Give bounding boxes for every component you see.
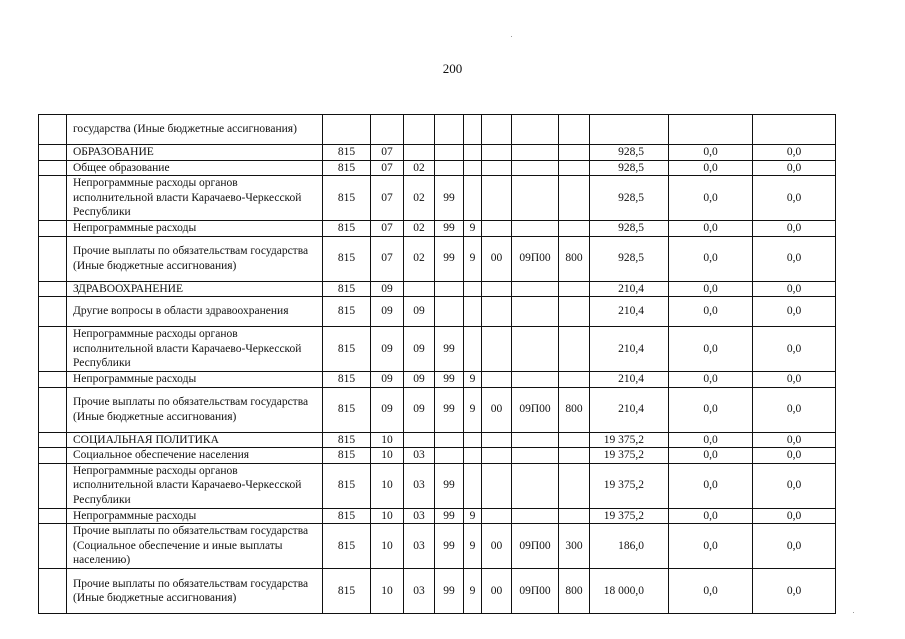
direction-code [482, 327, 512, 372]
target-code: 09П00 [512, 387, 559, 432]
grbs-code: 815 [323, 432, 371, 448]
table-row [39, 387, 836, 432]
direction-code [482, 115, 512, 145]
direction-code [482, 448, 512, 464]
amount-year-1: 19 375,2 [590, 508, 669, 524]
expense-type-code [559, 115, 590, 145]
row-number-cell [39, 236, 67, 281]
table-row [39, 372, 836, 388]
program-code: 99 [435, 221, 464, 237]
amount-year-3: 0,0 [753, 327, 836, 372]
subsection-code [404, 281, 435, 297]
subprogram-code [464, 176, 482, 221]
subprogram-code: 9 [464, 221, 482, 237]
direction-code [482, 145, 512, 161]
subsection-code [404, 115, 435, 145]
subprogram-code [464, 448, 482, 464]
program-code [435, 432, 464, 448]
amount-year-1: 210,4 [590, 387, 669, 432]
grbs-code: 815 [323, 448, 371, 464]
amount-year-2: 0,0 [669, 387, 753, 432]
row-number-cell [39, 221, 67, 237]
table-row [39, 448, 836, 464]
subsection-code: 09 [404, 297, 435, 327]
program-code: 99 [435, 236, 464, 281]
grbs-code: 815 [323, 387, 371, 432]
program-code: 99 [435, 372, 464, 388]
row-number-cell [39, 176, 67, 221]
direction-code: 00 [482, 524, 512, 569]
grbs-code: 815 [323, 236, 371, 281]
section-code [371, 115, 404, 145]
row-name: Непрограммные расходы [67, 221, 323, 237]
subsection-code [404, 432, 435, 448]
amount-year-2 [669, 115, 753, 145]
target-code [512, 176, 559, 221]
program-code: 99 [435, 176, 464, 221]
row-number-cell [39, 432, 67, 448]
amount-year-3: 0,0 [753, 508, 836, 524]
amount-year-1: 928,5 [590, 145, 669, 161]
table-row [39, 236, 836, 281]
row-name: государства (Иные бюджетные ассигнования) [67, 115, 323, 145]
amount-year-3: 0,0 [753, 432, 836, 448]
row-name: Непрограммные расходы [67, 508, 323, 524]
amount-year-2: 0,0 [669, 508, 753, 524]
subsection-code: 03 [404, 524, 435, 569]
amount-year-3: 0,0 [753, 463, 836, 508]
row-name: Прочие выплаты по обязательствам государства (Иные бюджетные ассигнования) [67, 569, 323, 614]
target-code [512, 372, 559, 388]
expense-type-code [559, 508, 590, 524]
page-number: 200 [442, 61, 463, 76]
subsection-code: 02 [404, 236, 435, 281]
subsection-code: 02 [404, 176, 435, 221]
direction-code: 00 [482, 569, 512, 614]
row-number-cell [39, 463, 67, 508]
target-code [512, 145, 559, 161]
amount-year-1: 19 375,2 [590, 448, 669, 464]
section-code: 09 [371, 297, 404, 327]
program-code [435, 281, 464, 297]
row-name: СОЦИАЛЬНАЯ ПОЛИТИКА [67, 432, 323, 448]
subprogram-code [464, 297, 482, 327]
row-name: Прочие выплаты по обязательствам государства (Иные бюджетные ассигнования) [67, 387, 323, 432]
subprogram-code: 9 [464, 236, 482, 281]
table-row [39, 569, 836, 614]
target-code [512, 327, 559, 372]
expense-type-code [559, 145, 590, 161]
target-code [512, 432, 559, 448]
table-row [39, 176, 836, 221]
row-name: Общее образование [67, 160, 323, 176]
grbs-code: 815 [323, 176, 371, 221]
direction-code [482, 281, 512, 297]
row-number-cell [39, 160, 67, 176]
amount-year-3: 0,0 [753, 145, 836, 161]
section-code: 10 [371, 524, 404, 569]
program-code: 99 [435, 524, 464, 569]
amount-year-1: 210,4 [590, 297, 669, 327]
expense-type-code [559, 297, 590, 327]
grbs-code: 815 [323, 221, 371, 237]
direction-code [482, 221, 512, 237]
expense-type-code [559, 221, 590, 237]
target-code [512, 508, 559, 524]
amount-year-2: 0,0 [669, 448, 753, 464]
expense-type-code: 300 [559, 524, 590, 569]
row-name: Непрограммные расходы органов исполнительной власти Карачаево-Черкесской Республики [67, 463, 323, 508]
program-code [435, 448, 464, 464]
subsection-code: 03 [404, 508, 435, 524]
amount-year-2: 0,0 [669, 524, 753, 569]
budget-table [38, 114, 836, 614]
table-row [39, 297, 836, 327]
subsection-code: 09 [404, 387, 435, 432]
subprogram-code: 9 [464, 508, 482, 524]
target-code: 09П00 [512, 236, 559, 281]
grbs-code: 815 [323, 327, 371, 372]
amount-year-2: 0,0 [669, 432, 753, 448]
target-code [512, 281, 559, 297]
section-code: 07 [371, 176, 404, 221]
subprogram-code [464, 160, 482, 176]
direction-code: 00 [482, 236, 512, 281]
amount-year-1: 928,5 [590, 176, 669, 221]
program-code [435, 297, 464, 327]
target-code [512, 221, 559, 237]
amount-year-3: 0,0 [753, 176, 836, 221]
subsection-code [404, 145, 435, 161]
table-row [39, 327, 836, 372]
subprogram-code [464, 281, 482, 297]
row-name: Непрограммные расходы органов исполнительной власти Карачаево-Черкесской Республики [67, 176, 323, 221]
amount-year-1: 210,4 [590, 327, 669, 372]
expense-type-code: 800 [559, 236, 590, 281]
section-code: 10 [371, 432, 404, 448]
subsection-code: 09 [404, 372, 435, 388]
grbs-code: 815 [323, 297, 371, 327]
amount-year-1: 210,4 [590, 281, 669, 297]
grbs-code: 815 [323, 569, 371, 614]
grbs-code: 815 [323, 281, 371, 297]
amount-year-3: 0,0 [753, 236, 836, 281]
amount-year-3: 0,0 [753, 372, 836, 388]
grbs-code: 815 [323, 160, 371, 176]
subsection-code: 03 [404, 463, 435, 508]
direction-code [482, 463, 512, 508]
direction-code [482, 176, 512, 221]
amount-year-2: 0,0 [669, 281, 753, 297]
program-code: 99 [435, 569, 464, 614]
subprogram-code: 9 [464, 524, 482, 569]
amount-year-2: 0,0 [669, 221, 753, 237]
grbs-code: 815 [323, 372, 371, 388]
section-code: 10 [371, 448, 404, 464]
section-code: 07 [371, 236, 404, 281]
row-number-cell [39, 327, 67, 372]
section-code: 07 [371, 145, 404, 161]
expense-type-code [559, 372, 590, 388]
grbs-code [323, 115, 371, 145]
direction-code [482, 297, 512, 327]
amount-year-2: 0,0 [669, 236, 753, 281]
amount-year-3: 0,0 [753, 297, 836, 327]
program-code: 99 [435, 327, 464, 372]
table-row [39, 221, 836, 237]
expense-type-code [559, 327, 590, 372]
direction-code [482, 160, 512, 176]
amount-year-3: 0,0 [753, 387, 836, 432]
row-number-cell [39, 508, 67, 524]
table-row [39, 145, 836, 161]
program-code [435, 160, 464, 176]
target-code: 09П00 [512, 569, 559, 614]
section-code: 09 [371, 327, 404, 372]
amount-year-3: 0,0 [753, 281, 836, 297]
target-code [512, 160, 559, 176]
row-name: Социальное обеспечение населения [67, 448, 323, 464]
amount-year-1: 928,5 [590, 160, 669, 176]
row-name: Прочие выплаты по обязательствам государства (Иные бюджетные ассигнования) [67, 236, 323, 281]
expense-type-code [559, 448, 590, 464]
row-number-cell [39, 387, 67, 432]
subprogram-code [464, 432, 482, 448]
section-code: 09 [371, 372, 404, 388]
amount-year-1 [590, 115, 669, 145]
row-number-cell [39, 297, 67, 327]
row-number-cell [39, 372, 67, 388]
row-number-cell [39, 448, 67, 464]
amount-year-2: 0,0 [669, 463, 753, 508]
scan-speck [511, 36, 512, 37]
expense-type-code: 800 [559, 569, 590, 614]
section-code: 09 [371, 281, 404, 297]
scan-speck [853, 612, 854, 613]
grbs-code: 815 [323, 463, 371, 508]
subprogram-code [464, 145, 482, 161]
program-code: 99 [435, 463, 464, 508]
subprogram-code [464, 115, 482, 145]
target-code [512, 115, 559, 145]
table-row [39, 160, 836, 176]
amount-year-2: 0,0 [669, 569, 753, 614]
subsection-code: 02 [404, 221, 435, 237]
subprogram-code [464, 463, 482, 508]
row-name: Прочие выплаты по обязательствам государства (Социальное обеспечение и иные выплаты населению) [67, 524, 323, 569]
subsection-code: 03 [404, 569, 435, 614]
target-code [512, 463, 559, 508]
target-code [512, 448, 559, 464]
row-name: ЗДРАВООХРАНЕНИЕ [67, 281, 323, 297]
amount-year-3: 0,0 [753, 524, 836, 569]
amount-year-2: 0,0 [669, 145, 753, 161]
expense-type-code [559, 281, 590, 297]
table-row [39, 281, 836, 297]
amount-year-1: 186,0 [590, 524, 669, 569]
target-code [512, 297, 559, 327]
table-row [39, 508, 836, 524]
expense-type-code [559, 176, 590, 221]
expense-type-code [559, 463, 590, 508]
program-code [435, 115, 464, 145]
row-name: Непрограммные расходы органов исполнительной власти Карачаево-Черкесской Республики [67, 327, 323, 372]
table-row [39, 115, 836, 145]
direction-code [482, 432, 512, 448]
section-code: 10 [371, 463, 404, 508]
expense-type-code [559, 160, 590, 176]
section-code: 07 [371, 221, 404, 237]
direction-code [482, 372, 512, 388]
table-row [39, 432, 836, 448]
amount-year-2: 0,0 [669, 160, 753, 176]
section-code: 07 [371, 160, 404, 176]
program-code [435, 145, 464, 161]
amount-year-3: 0,0 [753, 221, 836, 237]
table-body [39, 115, 836, 614]
subsection-code: 03 [404, 448, 435, 464]
target-code: 09П00 [512, 524, 559, 569]
amount-year-2: 0,0 [669, 297, 753, 327]
amount-year-2: 0,0 [669, 372, 753, 388]
section-code: 10 [371, 569, 404, 614]
amount-year-2: 0,0 [669, 327, 753, 372]
amount-year-1: 19 375,2 [590, 463, 669, 508]
subprogram-code: 9 [464, 372, 482, 388]
section-code: 10 [371, 508, 404, 524]
subprogram-code: 9 [464, 569, 482, 614]
amount-year-1: 19 375,2 [590, 432, 669, 448]
row-name: ОБРАЗОВАНИЕ [67, 145, 323, 161]
subsection-code: 02 [404, 160, 435, 176]
amount-year-1: 928,5 [590, 221, 669, 237]
amount-year-2: 0,0 [669, 176, 753, 221]
expense-type-code: 800 [559, 387, 590, 432]
row-name: Другие вопросы в области здравоохранения [67, 297, 323, 327]
grbs-code: 815 [323, 508, 371, 524]
amount-year-3 [753, 115, 836, 145]
amount-year-3: 0,0 [753, 569, 836, 614]
amount-year-3: 0,0 [753, 448, 836, 464]
section-code: 09 [371, 387, 404, 432]
row-number-cell [39, 569, 67, 614]
subprogram-code [464, 327, 482, 372]
row-number-cell [39, 281, 67, 297]
expense-type-code [559, 432, 590, 448]
amount-year-1: 18 000,0 [590, 569, 669, 614]
table-row [39, 524, 836, 569]
row-number-cell [39, 145, 67, 161]
amount-year-1: 210,4 [590, 372, 669, 388]
subsection-code: 09 [404, 327, 435, 372]
direction-code [482, 508, 512, 524]
direction-code: 00 [482, 387, 512, 432]
amount-year-3: 0,0 [753, 160, 836, 176]
program-code: 99 [435, 508, 464, 524]
row-number-cell [39, 524, 67, 569]
program-code: 99 [435, 387, 464, 432]
row-name: Непрограммные расходы [67, 372, 323, 388]
table-row [39, 463, 836, 508]
grbs-code: 815 [323, 145, 371, 161]
subprogram-code: 9 [464, 387, 482, 432]
grbs-code: 815 [323, 524, 371, 569]
amount-year-1: 928,5 [590, 236, 669, 281]
row-number-cell [39, 115, 67, 145]
